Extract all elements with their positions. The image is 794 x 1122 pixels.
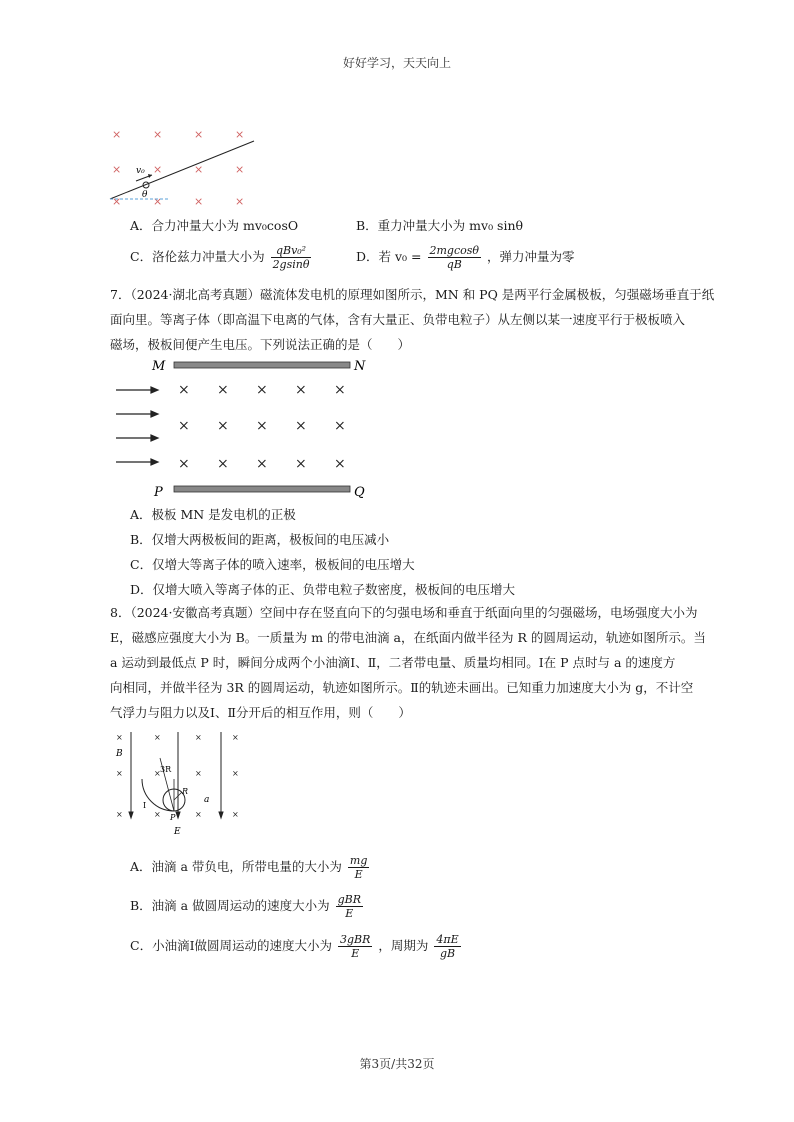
field-cross: ×	[116, 810, 123, 819]
field-cross: ×	[153, 195, 163, 207]
label-i: Ⅰ	[143, 801, 147, 810]
field-cross: ×	[194, 128, 204, 141]
fraction: $\frac{4\pi E}{gB}$	[436, 933, 459, 960]
q6-option-a[interactable]: A．合力冲量大小为 mv₀cosO	[130, 218, 299, 233]
q6-option-d[interactable]: D．若 v₀ = $\frac{2mgcos\theta}{qB}$ ，弹力冲量为零	[356, 244, 575, 271]
field-cross: ×	[334, 456, 346, 472]
fraction: $\frac{mg}{E}$	[349, 854, 368, 881]
field-cross: ×	[112, 128, 122, 141]
fraction: $\frac{\text{3gBR}}{E}$	[340, 933, 371, 960]
field-cross: ×	[178, 456, 190, 472]
page-header: 好好学习，天天向上	[342, 56, 451, 70]
field-cross: ×	[217, 382, 229, 398]
fraction: $\frac{\text{gBR}}{E}$	[337, 893, 361, 920]
label-r: R	[182, 787, 189, 796]
label-n: N	[354, 359, 366, 374]
field-cross: ×	[195, 810, 202, 819]
field-cross: ×	[295, 382, 307, 398]
q7-options	[130, 502, 515, 602]
q7-stem: 7．（2024·湖北高考真题）磁流体发电机的原理如图所示，MN 和 PQ 是两平行金属极板，匀强磁场垂直于纸 面向里。等离子体（即高温下电离的气体，含有大量正、负带电粒子）从左侧以某一速度平行于极板喷入 磁场，极板间便产生电压。下列说法正确的是（ ）	[110, 287, 715, 352]
field-cross: ×	[194, 163, 204, 176]
field-cross: ×	[195, 733, 202, 742]
q6-option-b[interactable]: B．重力冲量大小为 mv₀ sinθ	[356, 218, 524, 233]
field-cross: ×	[256, 382, 268, 398]
field-cross: ×	[235, 128, 245, 141]
label-a: a	[204, 795, 210, 805]
theta-label: θ	[142, 190, 148, 200]
field-cross: ×	[178, 382, 190, 398]
label-e: E	[174, 827, 181, 837]
q8-stem: 8．（2024·安徽高考真题）空间中存在竖直向下的匀强电场和垂直于纸面向里的匀强磁场，电场强度大小为 E，磁感应强度大小为 B。一质量为 m 的带电油滴 a，在纸面内做半径为 R 的圆周运动，轨迹如图所示。当 a 运动到最低点 P 时，瞬间分成两个小油滴Ⅰ、Ⅱ，二者带电量、质量均相同。Ⅰ在 P 点时与 a 的速度方 向相同，并做半径为 3R 的圆周运动，轨迹如图所示。Ⅱ的轨迹未画出。已知重力加速度大小为 g，不计空 气浮力与阻力以及Ⅰ、Ⅱ分开后的相互作用，则（ ）	[110, 605, 706, 720]
field-cross: ×	[195, 769, 202, 778]
plate-mn	[174, 362, 350, 368]
q8-figure	[112, 728, 247, 840]
field-cross: ×	[112, 195, 122, 207]
trajectory-i	[142, 779, 174, 811]
q8-option-c[interactable]: C．小油滴Ⅰ做圆周运动的速度大小为 $\frac{\text{3gBR}}{E}$ ，周期为 $\frac{4\pi E}{gB}$	[130, 933, 459, 960]
field-cross: ×	[178, 418, 190, 434]
q7-figure	[110, 352, 380, 502]
label-b: B	[116, 749, 123, 759]
q7-option-c[interactable]: C．仅增大等离子体的喷入速率，极板间的电压增大	[130, 557, 415, 572]
field-cross: ×	[256, 418, 268, 434]
incline-rod	[110, 141, 254, 199]
field-cross: ×	[235, 195, 245, 207]
field-cross: ×	[116, 769, 123, 778]
q8-option-a[interactable]: A．油滴 a 带负电，所带电量的大小为 $\frac{mg}{E}$	[130, 854, 368, 881]
plasma-arrows	[116, 387, 158, 465]
field-cross: ×	[334, 418, 346, 434]
v0-label: v₀	[136, 166, 145, 176]
field-cross: ×	[153, 163, 163, 176]
field-cross: ×	[194, 195, 204, 207]
q6-figure	[108, 125, 258, 207]
field-cross: ×	[232, 733, 239, 742]
label-3r: 3R	[160, 765, 172, 774]
arrow-head	[148, 174, 152, 178]
field-cross: ×	[232, 810, 239, 819]
field-cross: ×	[256, 456, 268, 472]
q6-option-c[interactable]: C．洛伦兹力冲量大小为 $\frac{\text{qBv₀²}}{2gsin\theta}$	[130, 244, 310, 271]
field-cross: ×	[154, 733, 161, 742]
fraction: $\frac{2mgcos\theta}{qB}$	[429, 244, 480, 271]
field-cross: ×	[154, 810, 161, 819]
q7-option-a[interactable]: A．极板 MN 是发电机的正极	[130, 507, 296, 522]
q8-option-b[interactable]: B．油滴 a 做圆周运动的速度大小为 $\frac{\text{gBR}}{E}$	[130, 893, 361, 920]
field-cross: ×	[112, 163, 122, 176]
field-cross: ×	[295, 418, 307, 434]
label-q: Q	[354, 485, 365, 500]
field-cross: ×	[154, 769, 161, 778]
field-cross: ×	[217, 456, 229, 472]
field-cross: ×	[153, 128, 163, 141]
label-p: P	[154, 485, 163, 500]
field-cross: ×	[295, 456, 307, 472]
label-p: P	[170, 813, 176, 822]
field-cross: ×	[217, 418, 229, 434]
label-m: M	[152, 359, 166, 374]
q7-option-d[interactable]: D．仅增大喷入等离子体的正、负带电粒子数密度，极板间的电压增大	[130, 582, 516, 597]
field-cross: ×	[235, 163, 245, 176]
field-cross: ×	[232, 769, 239, 778]
q7-option-b[interactable]: B．仅增大两极板间的距离，极板间的电压减小	[130, 532, 390, 547]
page-footer: 第3页/共32页	[359, 1057, 435, 1071]
field-cross: ×	[116, 733, 123, 742]
plate-pq	[174, 486, 350, 492]
fraction: $\frac{\text{qBv₀²}}{2gsin\theta}$	[272, 244, 310, 271]
field-cross: ×	[334, 382, 346, 398]
